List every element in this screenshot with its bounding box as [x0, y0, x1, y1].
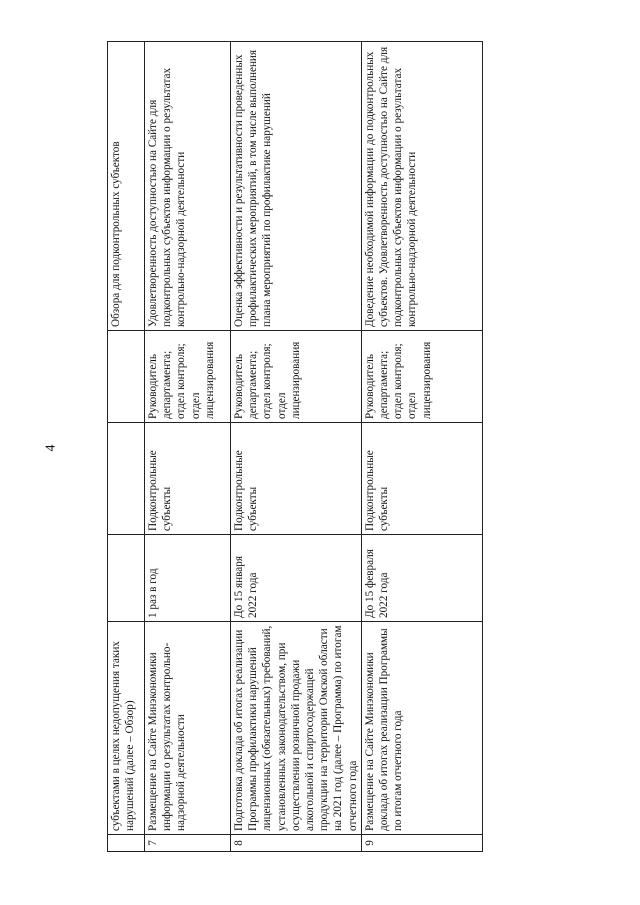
table-row — [108, 42, 145, 852]
result-cell: Обзора для подконтрольных субъектов — [108, 42, 145, 331]
table-container — [107, 42, 467, 852]
row-number: 9 — [361, 835, 482, 852]
subjects-cell: Подконтрольные субъекты — [361, 423, 482, 535]
result-cell: Доведение необходимой информации до подконтрольных субъектов. Удовлетворенность доступностью на Сайте для подконтрольных субъектов информации о результатах контрольно-надзорной деятельности — [361, 42, 482, 331]
subjects-cell — [108, 423, 145, 535]
row-number — [108, 835, 145, 852]
row-number: 8 — [231, 835, 362, 852]
action-cell: Размещение на Сайте Минэкономики информации о результатах контрольно-надзорной деятельности — [145, 622, 231, 835]
result-cell: Оценка эффективности и результативности проведенных профилактических мероприятий, в том числе выполнения плана мероприятий по профилактике нарушений — [231, 42, 362, 331]
activities-table — [107, 41, 483, 852]
table-row — [231, 42, 362, 852]
table-row — [145, 42, 231, 852]
responsible-cell: Руководитель департамента; отдел контроля; отдел лицензирования — [231, 331, 362, 423]
page-number: 4 — [43, 444, 59, 452]
row-number: 7 — [145, 835, 231, 852]
action-cell: субъектами в целях недопущения таких нарушений (далее – Обзор) — [108, 622, 145, 835]
responsible-cell: Руководитель департамента; отдел контроля; отдел лицензирования — [145, 331, 231, 423]
responsible-cell: Руководитель департамента; отдел контроля; отдел лицензирования — [361, 331, 482, 423]
period-cell — [108, 535, 145, 622]
result-cell: Удовлетворенность доступностью на Сайте для подконтрольных субъектов информации о результатах контрольно-надзорной деятельности — [145, 42, 231, 331]
subjects-cell: Подконтрольные субъекты — [231, 423, 362, 535]
table-row — [361, 42, 482, 852]
action-cell: Подготовка доклада об итогах реализации Программы профилактики нарушений лицензионных (обязательных) требований, установленных законодательством, при осуществлении розничной продажи алкогольной и спиртосодержащей продукции на территории Омской области на 2021 год (далее – Программа) по итогам отчетного года — [231, 622, 362, 835]
period-cell: До 15 января 2022 года — [231, 535, 362, 622]
period-cell: До 15 февраля 2022 года — [361, 535, 482, 622]
subjects-cell: Подконтрольные субъекты — [145, 423, 231, 535]
period-cell: 1 раз в год — [145, 535, 231, 622]
responsible-cell — [108, 331, 145, 423]
action-cell: Размещение на Сайте Минэкономики доклада об итогах реализации Программы по итогам отчетного года — [361, 622, 482, 835]
